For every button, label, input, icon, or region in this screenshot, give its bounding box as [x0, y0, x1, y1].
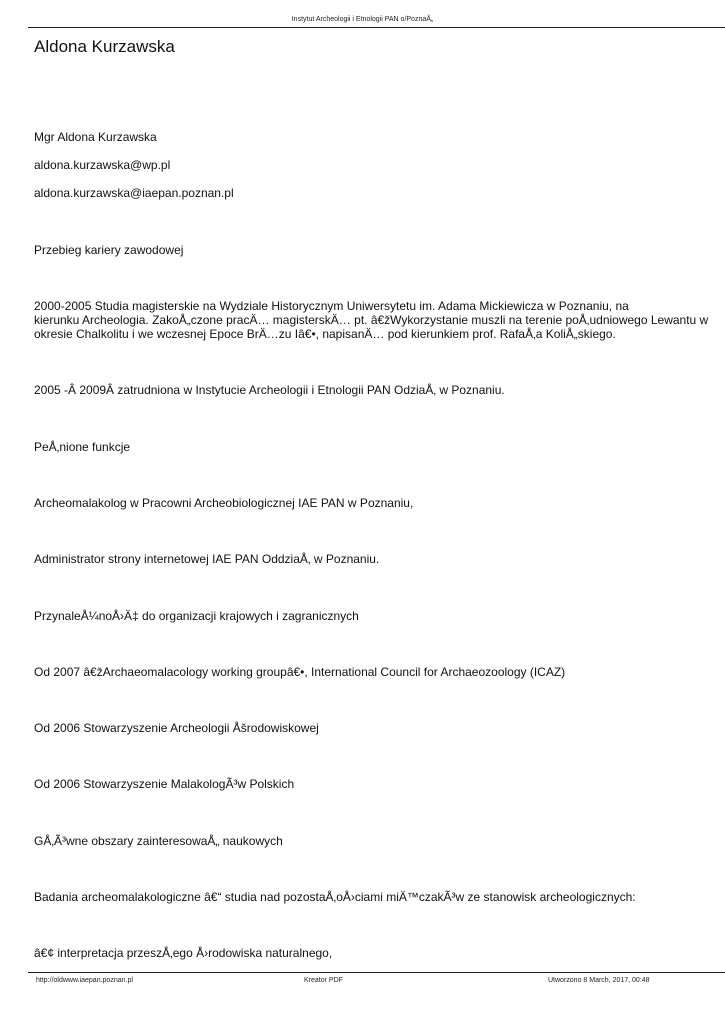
interests-text-2: â€¢ interpretacja przeszÅ‚ego Å›rodowiska naturalnego, [34, 946, 333, 960]
membership-item-1: Od 2007 â€žArchaeomalacology working groupâ€•, International Council for Archaeozoology (ICAZ) [34, 665, 566, 679]
career-text-line-3: okresie Chalkolitu i we wczesnej Epoce BrÄ…zu Iâ€•, napisanÄ… pod kierunkiem prof. RafaÅ‚a KoliÅ„skiego. [34, 327, 616, 341]
membership-heading: PrzynaleÅ¼noÅ›Ä‡ do organizacji krajowych i zagranicznych [34, 609, 359, 623]
functions-heading: PeÅ‚nione funkcje [34, 440, 131, 454]
function-item-1: Archeomalakolog w Pracowni Archeobiologicznej IAE PAN w Poznaniu, [34, 496, 414, 510]
interests-text-1: Badania archeomalakologiczne â€“ studia nad pozostaÅ‚oÅ›ciami miÄ™czakÃ³w ze stanowisk archeologicznych: [34, 890, 636, 904]
contact-email-1: aldona.kurzawska@wp.pl [34, 158, 171, 172]
footer-created-date: Utworzono 8 March, 2017, 00:48 [548, 977, 650, 984]
employment-text: 2005 -Â 2009Â zatrudniona w Instytucie Archeologii i Etnologii PAN OdziaÅ‚ w Poznaniu. [34, 383, 505, 397]
interests-heading: GÅ‚Ã³wne obszary zainteresowaÅ„ naukowych [34, 834, 283, 848]
contact-email-2: aldona.kurzawska@iaepan.poznan.pl [34, 186, 234, 200]
career-heading: Przebieg kariery zawodowej [34, 243, 184, 257]
membership-item-3: Od 2006 Stowarzyszenie MalakologÃ³w Polskich [34, 777, 295, 791]
footer-divider [28, 972, 725, 973]
career-text-line-1: 2000-2005 Studia magisterskie na Wydziale Historycznym Uniwersytetu im. Adama Mickiewicza w Poznaniu, na [34, 299, 629, 313]
career-text-line-2: kierunku Archeologia. ZakoÅ„czone pracÄ… magisterskÄ… pt. â€žWykorzystanie muszli na terenie poÅ‚udniowego Lewantu w [34, 313, 709, 327]
membership-item-2: Od 2006 Stowarzyszenie Archeologii Åšrodowiskowej [34, 721, 319, 735]
footer-generator: Kreator PDF [304, 977, 343, 984]
function-item-2: Administrator strony internetowej IAE PAN OddziaÅ‚ w Poznaniu. [34, 552, 380, 566]
page-header: Instytut Archeologii i Etnologii PAN o/PoznaÅ„ [291, 16, 434, 23]
header-divider [28, 27, 725, 28]
page-title: Aldona Kurzawska [34, 37, 175, 56]
contact-name: Mgr Aldona Kurzawska [34, 130, 157, 144]
footer-url-link[interactable]: http://oldwww.iaepan.poznan.pl [36, 977, 133, 984]
